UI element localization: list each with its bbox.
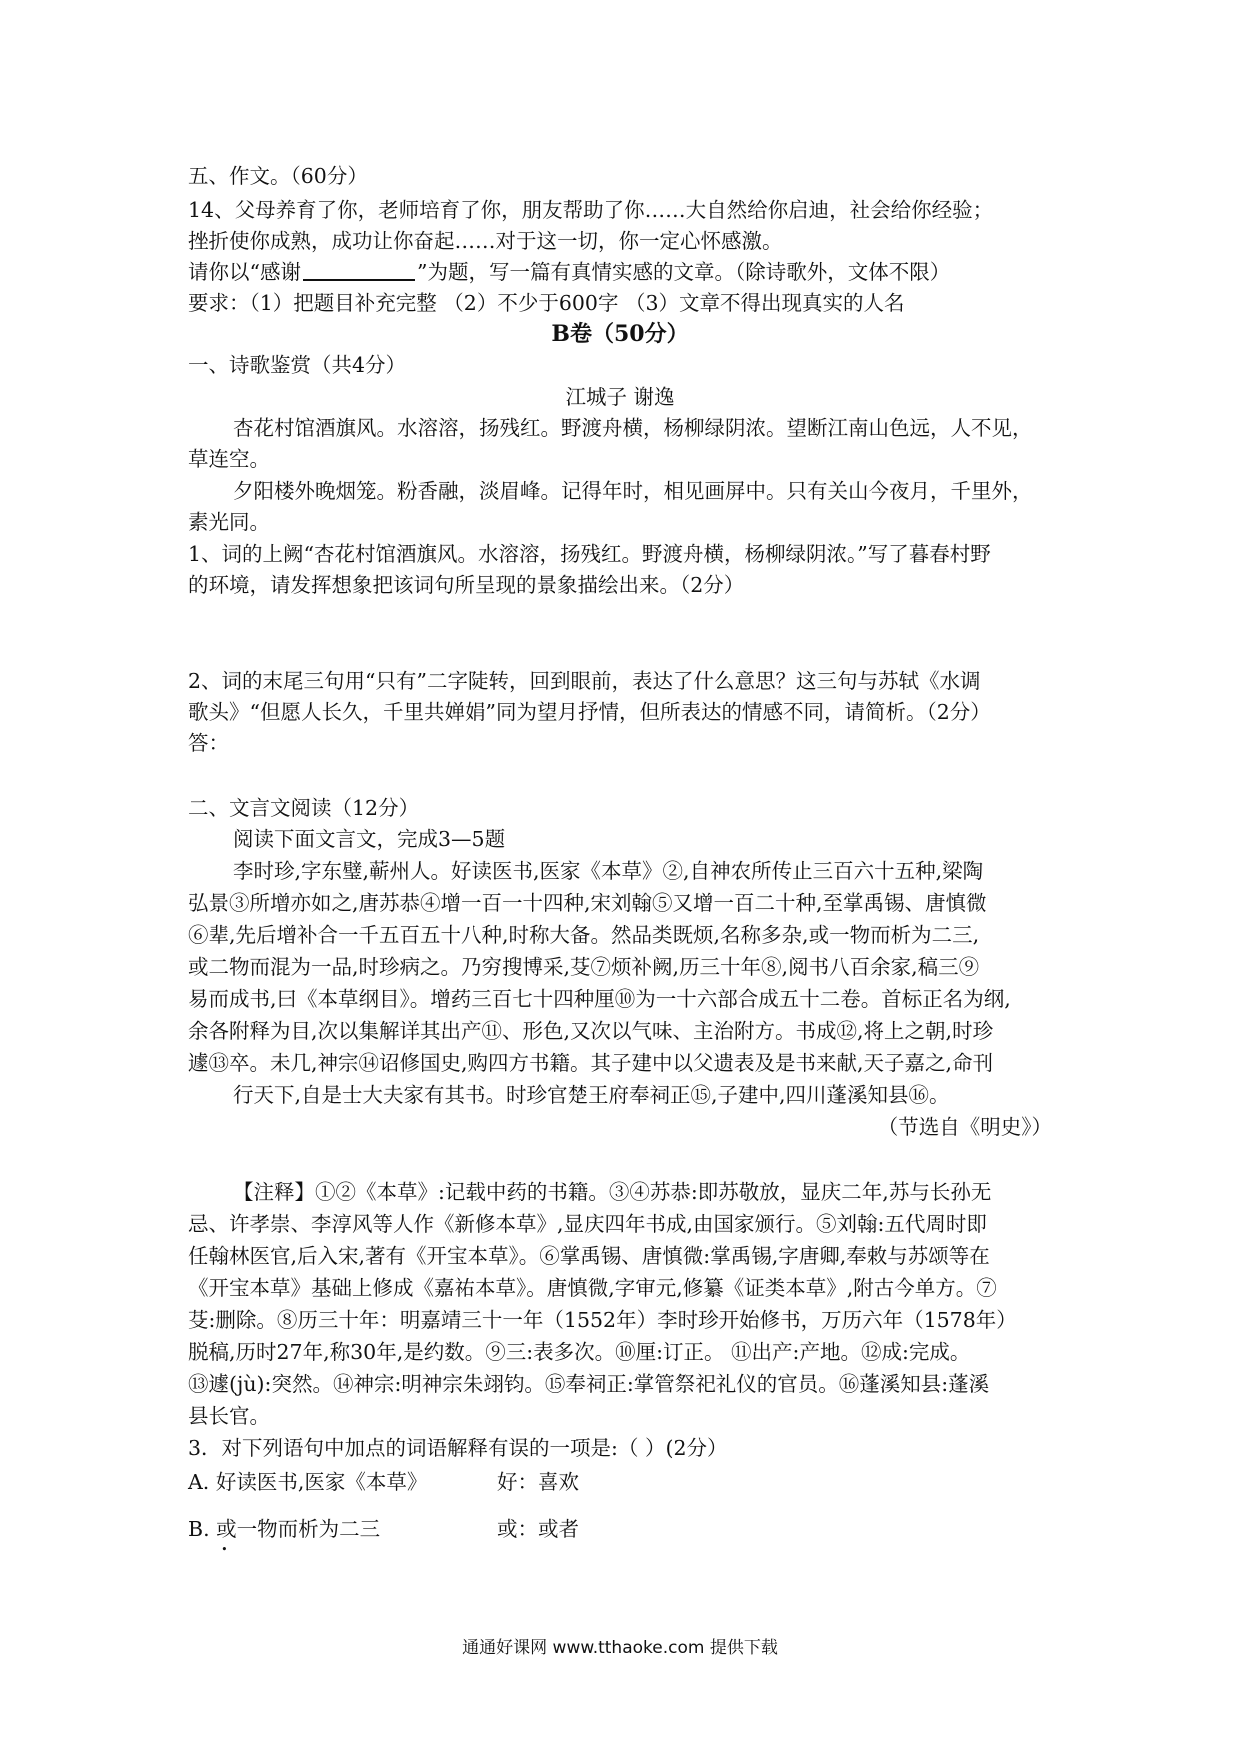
option-b-gloss: 或：或者 [497,1517,579,1541]
q14-line-1: 14、父母养育了你，老师培育了你，朋友帮助了你……大自然给你启迪，社会给你经验； [188,198,994,222]
notes-line: 县长官。 [188,1404,270,1428]
wenyan-text-last: 行天下,自是士大夫家有其书。时珍官楚王府奉祠正⑮,子建中,四川蓬溪知县⑯。 [233,1083,950,1107]
poem-stanza-1-line-2: 草连空。 [188,447,270,471]
wenyan-text-line: 易而成书,曰《本草纲目》。增药三百七十四种厘⑩为一十六部合成五十二卷。首标正名为纲, [188,987,1011,1011]
footer-download-credit: 通通好课网 www.tthaoke.com 提供下载 [462,1638,778,1658]
q2-line-2: 歌头》“但愿人长久，千里共婵娟”同为望月抒情，但所表达的情感不同，请简析。（2分） [188,700,991,724]
q14-prompt-post: ”为题，写一篇有真情实感的文章。（除诗歌外，文体不限） [416,260,951,284]
wenyan-text-line: 余各附释为目,次以集解详其出产⑪、形色,又次以气味、主治附方。书成⑫,将上之朝,时珍 [188,1019,994,1043]
wenyan-source: （节选自《明史》） [877,1115,1052,1139]
q14-line-2: 挫折使你成熟，成功让你奋起……对于这一切，你一定心怀感激。 [188,229,783,253]
notes-line: 脱稿,历时27年,称30年,是约数。⑨三:表多次。⑩厘:订正。 ⑪出产:产地。⑫成:完成。 [188,1340,971,1364]
poem-stanza-2-line-1: 夕阳楼外晚烟笼。粉香融，淡眉峰。记得年时，相见画屏中。只有关山今夜月，千里外， [233,479,1033,503]
q14-requirements: 要求：（1）把题目补充完整 （2）不少于600字 （3）文章不得出现真实的人名 [188,291,905,315]
wenyan-text-line: 或二物而混为一品,时珍病之。乃穷搜博采,芟⑦烦补阙,历三十年⑧,阅书八百余家,稿三⑨ [188,955,980,979]
poem-title: 江城子 谢逸 [565,385,675,409]
volume-b-title: B卷（50分） [551,321,689,347]
wenyan-section-title: 二、文言文阅读（12分） [188,796,420,820]
q14-prompt-pre: 请你以“感谢 [188,260,301,284]
option-b-dotted-word: 或 [216,1517,237,1541]
q2-answer-label: 答： [188,731,229,755]
poem-section-title: 一、诗歌鉴赏（共4分） [188,353,407,377]
notes-line: 任翰林医官,后入宋,著有《开宝本草》。⑥掌禹锡、唐慎微:掌禹锡,字唐卿,奉敕与苏颂等在 [188,1244,990,1268]
wenyan-text-line: 弘景③所增亦如之,唐苏恭④增一百一十四种,宋刘翰⑤又增一百二十种,至掌禹锡、唐慎微 [188,891,987,915]
option-a-text: A. 好读医书,医家《本草》 [188,1470,428,1494]
notes-line: 【注释】①②《本草》:记载中药的书籍。③④苏恭:即苏敬放，显庆二年,苏与长孙无 [233,1180,992,1204]
wenyan-instruction: 阅读下面文言文，完成3—5题 [233,827,506,851]
q3-option-a [188,1467,427,1497]
notes-line: ⑬遽(jù):突然。⑭神宗:明神宗朱翊钧。⑮奉祠正:掌管祭祀礼仪的官员。⑯蓬溪知县:蓬溪 [188,1372,990,1396]
q3-option-b [188,1514,380,1544]
wenyan-text-line: 遽⑬卒。未几,神宗⑭诏修国史,购四方书籍。其子建中以父遗表及是书来献,天子嘉之,命刊 [188,1051,994,1075]
wenyan-text-line: 李时珍,字东璧,蕲州人。好读医书,医家《本草》②,自神农所传止三百六十五种,梁陶 [233,859,984,883]
option-b-text: 一物而析为二三 [236,1517,381,1541]
notes-line: 《开宝本草》基础上修成《嘉祐本草》。唐慎微,字审元,修纂《证类本草》,附古今单方。⑦ [188,1276,997,1300]
wenyan-text-line: ⑥辈,先后增补合一千五百五十八种,时称大备。然品类既烦,名称多杂,或一物而析为二三, [188,923,980,947]
poem-stanza-1-line-1: 杏花村馆酒旗风。水溶溶，扬残红。野渡舟横，杨柳绿阴浓。望断江南山色远，人不见， [233,416,1033,440]
q1-line-1: 1、词的上阙“杏花村馆酒旗风。水溶溶，扬残红。野渡舟横，杨柳绿阴浓。”写了暮春村野 [188,542,991,566]
notes-line: 芟:删除。⑧历三十年：明嘉靖三十一年（1552年）李时珍开始修书，万历六年（1578年） [188,1308,1017,1332]
poem-stanza-2-line-2: 素光同。 [188,510,270,534]
notes-line: 忌、许孝崇、李淳风等人作《新修本草》,显庆四年书成,由国家颁行。⑤刘翰:五代周时即 [188,1212,987,1236]
q2-line-1: 2、词的末尾三句用“只有”二字陡转，回到眼前，表达了什么意思？这三句与苏轼《水调 [188,669,981,693]
q3-stem: 3．对下列语句中加点的词语解释有误的一项是:（ ）(2分） [188,1436,728,1460]
option-a-gloss: 好：喜欢 [497,1470,579,1494]
option-b-label: B. [188,1517,217,1541]
section-essay-title: 五、作文。（60分） [188,164,368,188]
title-blank [303,259,415,281]
q1-line-2: 的环境，请发挥想象把该词句所呈现的景象描绘出来。（2分） [188,573,745,597]
q14-line-3 [188,257,950,287]
